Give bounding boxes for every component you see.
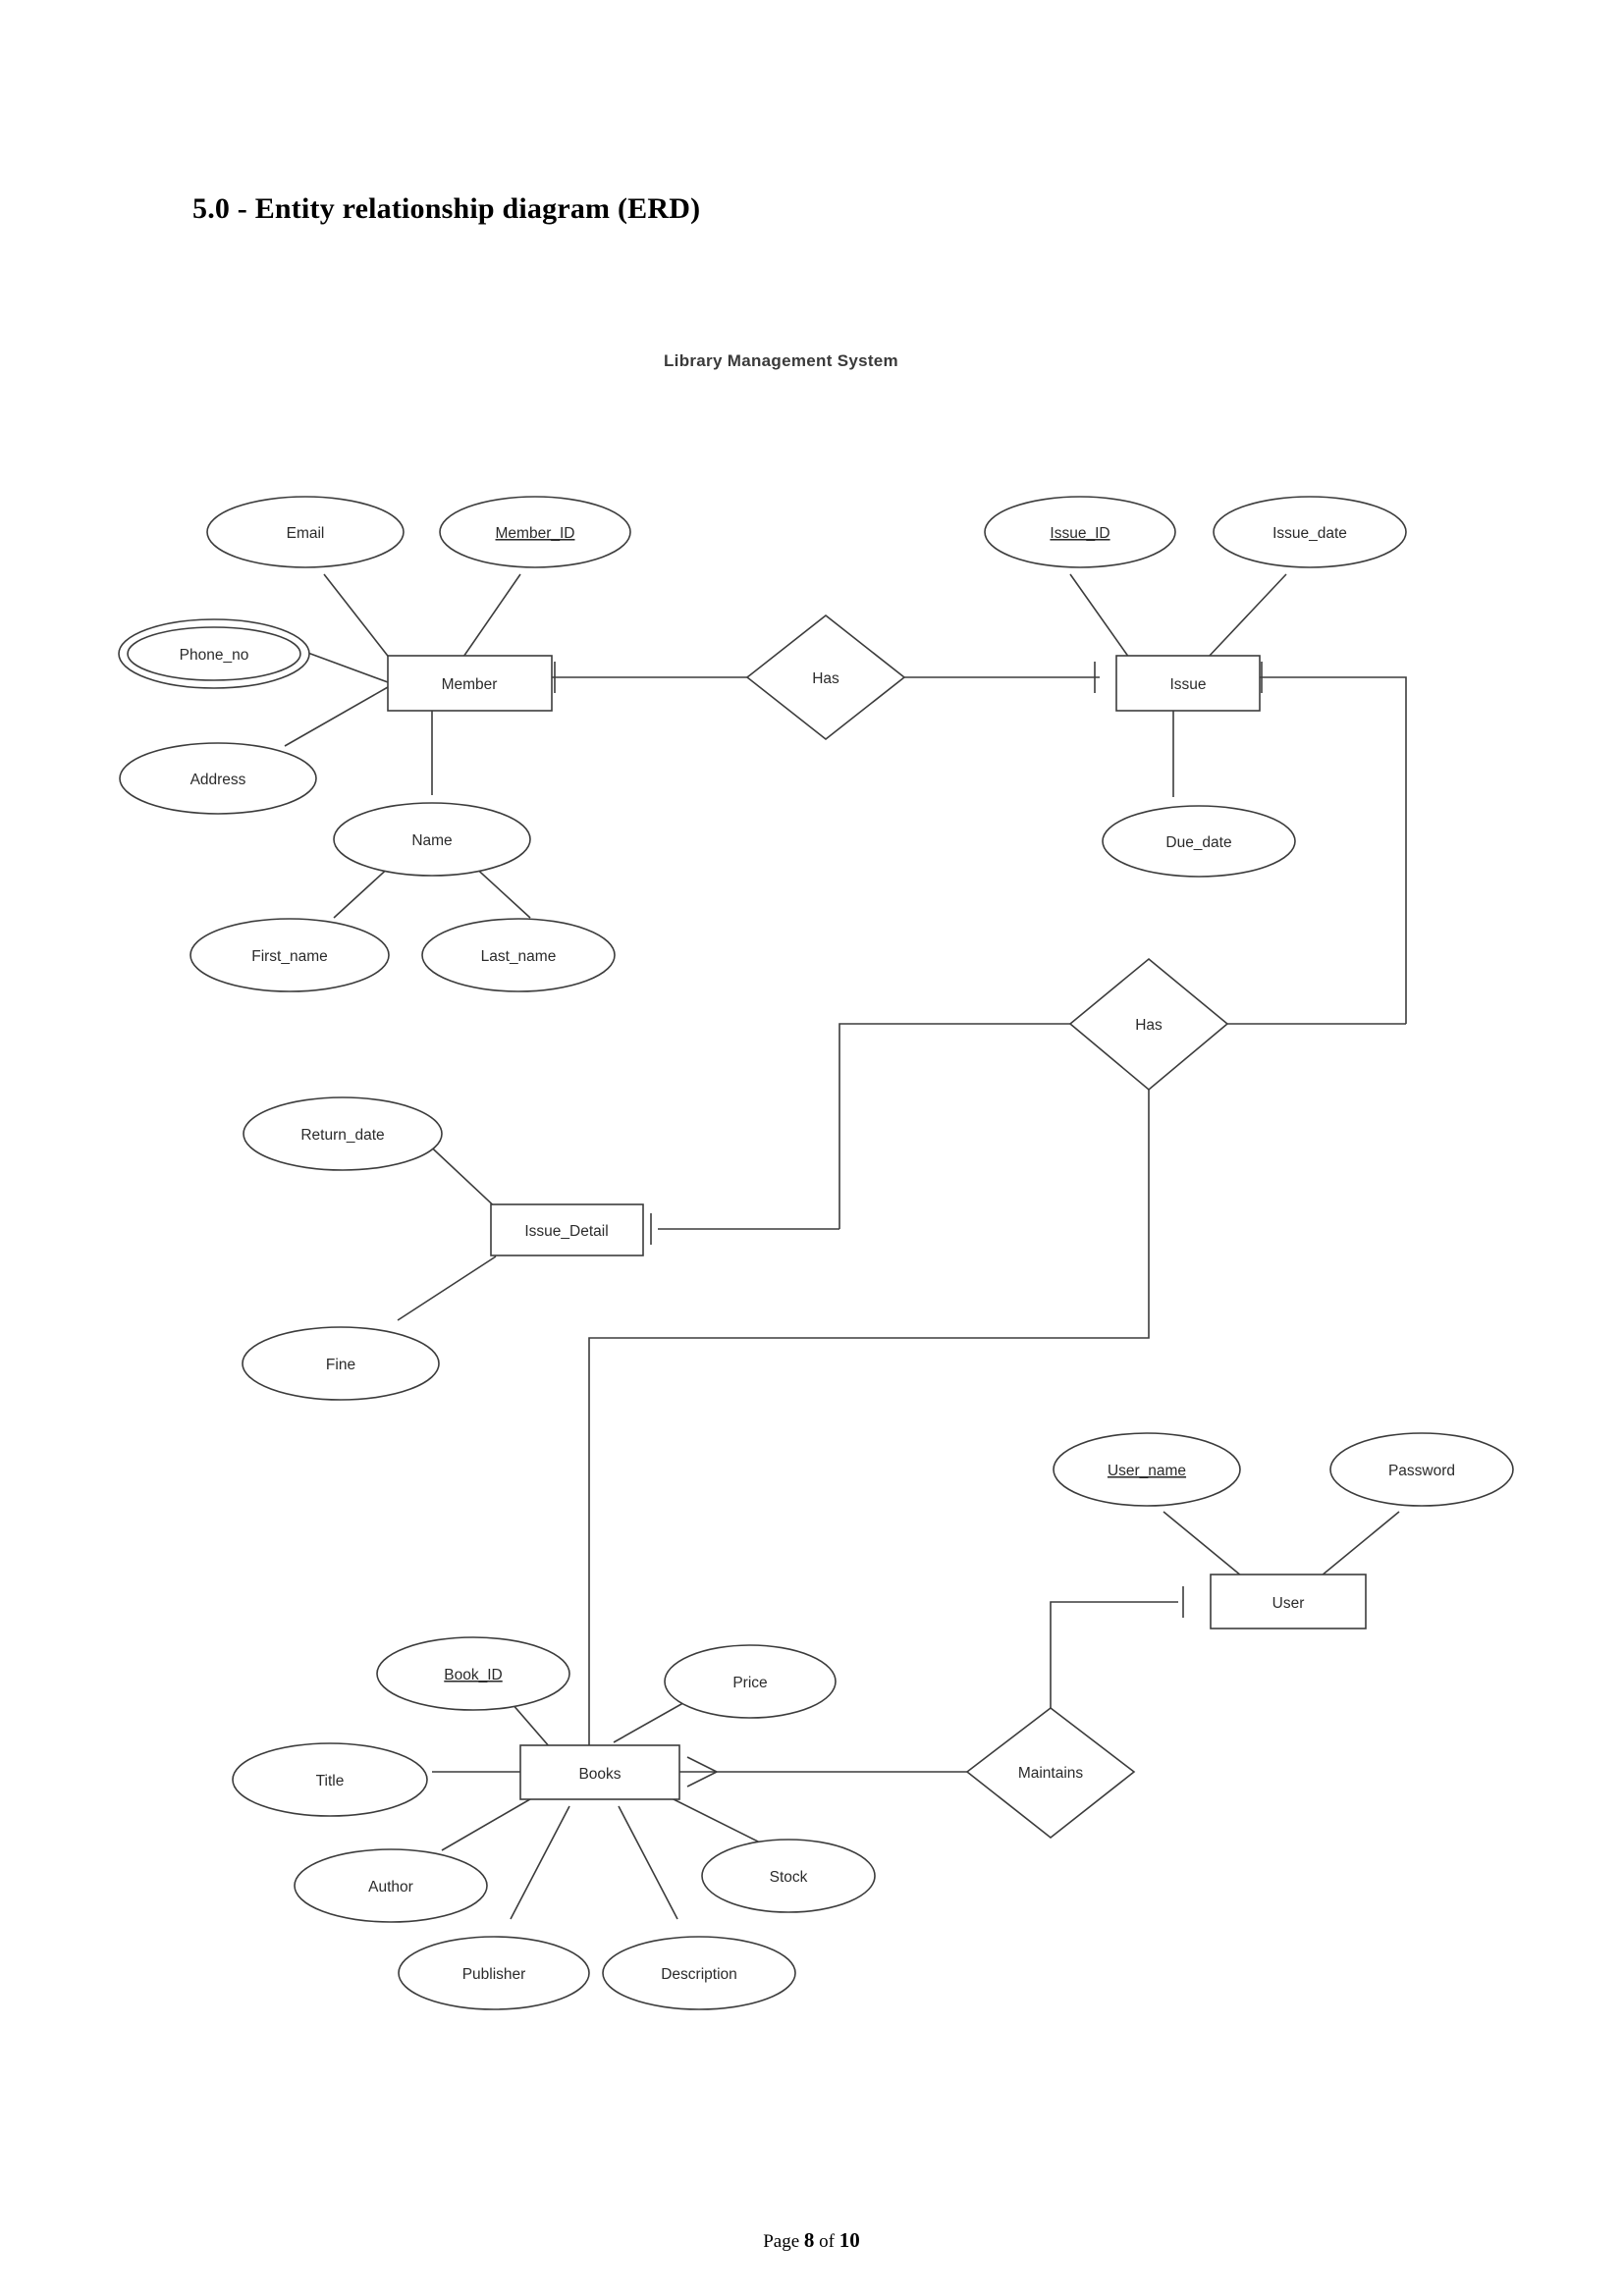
- attribute-publisher: [399, 1937, 589, 2009]
- attribute-label: Address: [189, 772, 246, 788]
- diagram-title: Library Management System: [664, 351, 898, 370]
- footer-total-pages: 10: [839, 2228, 860, 2252]
- attribute-password: [1330, 1433, 1513, 1506]
- attribute-description: [603, 1937, 795, 2009]
- entity-issue-detail: [491, 1204, 643, 1255]
- attribute-label: Author: [368, 1879, 413, 1896]
- attribute-label: User_name: [1107, 1463, 1187, 1479]
- attribute-name: [334, 803, 530, 876]
- entity-member: [388, 656, 552, 711]
- entity-issue: [1116, 656, 1260, 711]
- attribute-label: Description: [661, 1966, 737, 1983]
- attribute-label: Stock: [769, 1869, 808, 1886]
- page-title: 5.0 - Entity relationship diagram (ERD): [192, 192, 701, 225]
- attribute-label: Fine: [325, 1357, 356, 1373]
- attribute-label: Last_name: [480, 948, 557, 965]
- attribute-issue-date: [1214, 497, 1406, 567]
- relationship-label: Has: [812, 670, 839, 687]
- footer-of: of: [819, 2231, 835, 2252]
- erd-connectors: [285, 574, 1406, 1919]
- attribute-label: Price: [732, 1675, 768, 1691]
- attribute-stock: [702, 1840, 875, 1912]
- entity-user: [1211, 1575, 1366, 1629]
- footer-prefix: Page: [763, 2231, 800, 2252]
- entity-label: User: [1271, 1595, 1305, 1612]
- attribute-label: Issue_ID: [1050, 525, 1110, 542]
- attribute-last-name: [422, 919, 615, 991]
- relationship-label: Maintains: [1017, 1765, 1084, 1782]
- attribute-issue-id: [985, 497, 1175, 567]
- attribute-email: [207, 497, 404, 567]
- relationship-maintains: [967, 1708, 1134, 1838]
- relationship-label: Has: [1135, 1017, 1163, 1034]
- attribute-price: [665, 1645, 836, 1718]
- attribute-label: Member_ID: [495, 525, 575, 542]
- relationship-has-member-issue: [747, 615, 904, 739]
- entity-label: Member: [441, 676, 498, 693]
- attribute-member-id: [440, 497, 630, 567]
- entity-label: Issue: [1169, 676, 1207, 693]
- attribute-label: Password: [1387, 1463, 1456, 1479]
- attribute-label: Email: [286, 525, 325, 542]
- attribute-label: Name: [411, 832, 453, 849]
- page-footer: [0, 2228, 1623, 2253]
- attribute-return-date: [243, 1097, 442, 1170]
- relationship-has-issue-detail: [1070, 959, 1227, 1090]
- entity-label: Books: [578, 1766, 622, 1783]
- entity-label: Issue_Detail: [524, 1223, 609, 1240]
- attribute-due-date: [1103, 806, 1295, 877]
- attribute-label: Book_ID: [444, 1667, 503, 1683]
- attribute-label: Issue_date: [1272, 525, 1347, 542]
- attribute-label: Due_date: [1165, 834, 1232, 851]
- attribute-user-name: [1054, 1433, 1240, 1506]
- attribute-label: Title: [315, 1773, 345, 1789]
- attribute-label: Return_date: [300, 1127, 385, 1144]
- entity-books: [520, 1745, 679, 1799]
- attribute-book-id: [377, 1637, 569, 1710]
- footer-page-number: 8: [803, 2228, 815, 2252]
- attribute-title: [233, 1743, 427, 1816]
- attribute-first-name: [190, 919, 389, 991]
- attribute-author: [295, 1849, 487, 1922]
- attribute-address: [120, 743, 316, 814]
- attribute-label: Publisher: [461, 1966, 526, 1983]
- attribute-phone-no: [119, 619, 309, 688]
- attribute-label: First_name: [251, 948, 328, 965]
- attribute-fine: [243, 1327, 439, 1400]
- attribute-label: Phone_no: [179, 647, 249, 664]
